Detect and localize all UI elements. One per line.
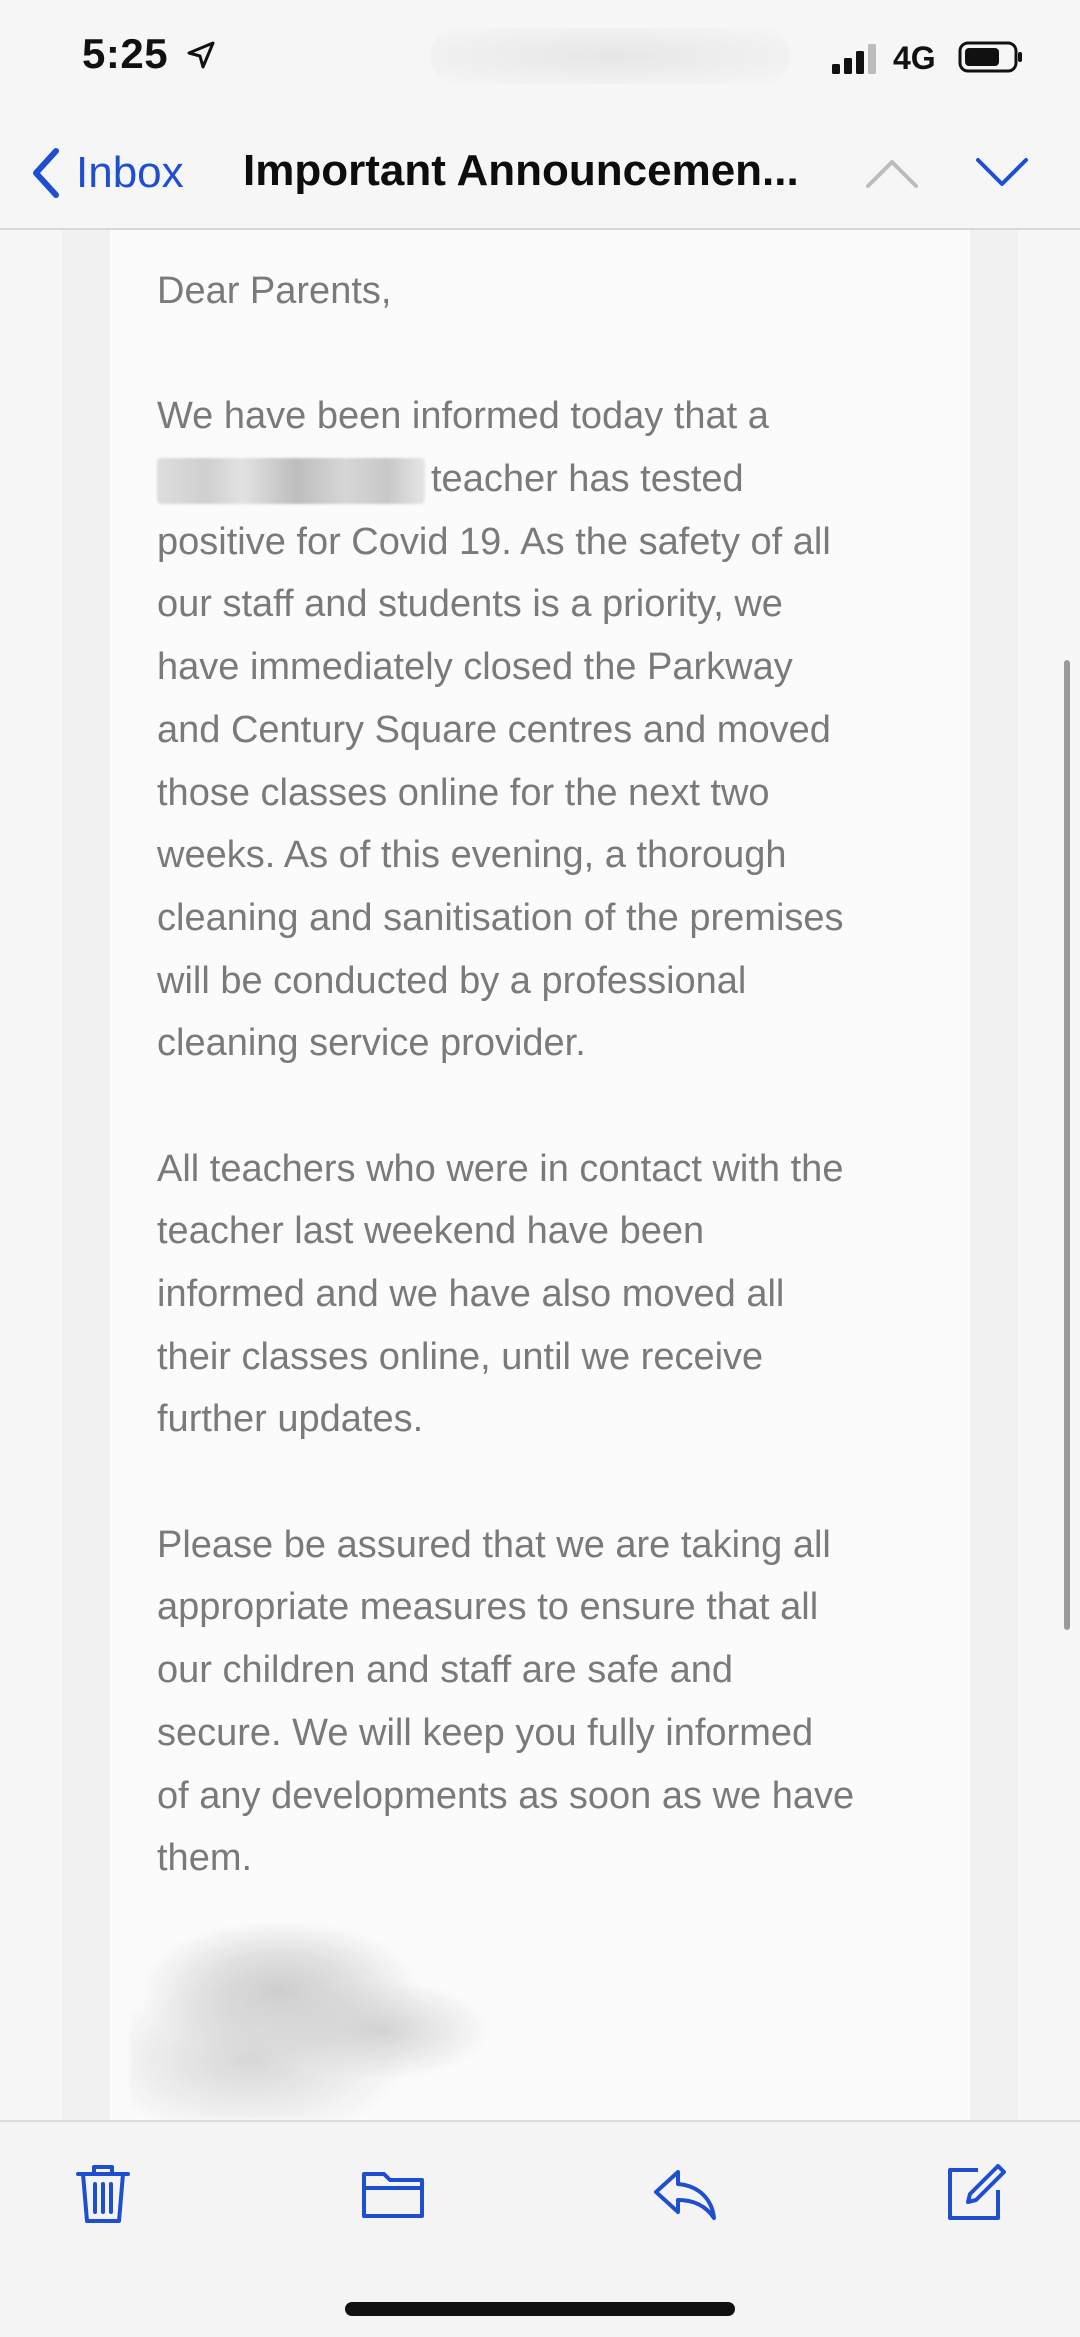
letter-line: appropriate measures to ensure that all — [157, 1586, 819, 1629]
letter-greeting: Dear Parents, — [157, 270, 392, 312]
compose-icon[interactable] — [940, 2158, 1010, 2228]
chevron-up-icon[interactable] — [862, 148, 922, 198]
bottom-toolbar — [0, 2120, 1080, 2337]
chevron-down-icon[interactable] — [972, 148, 1032, 198]
folder-icon[interactable] — [358, 2158, 428, 2228]
scrollbar[interactable] — [1064, 660, 1070, 1630]
letter-line: our children and staff are safe and — [157, 1649, 734, 1692]
redacted-text — [157, 458, 425, 504]
battery-icon — [958, 40, 1024, 74]
letter-line: have immediately closed the Parkway — [157, 646, 793, 689]
redacted-signature — [130, 1910, 500, 2120]
letter-line: teacher last weekend have been — [157, 1210, 705, 1253]
letter-text — [157, 260, 957, 1890]
letter-line: cleaning service provider. — [157, 1022, 586, 1065]
letter-line: those classes online for the next two — [157, 771, 770, 814]
trash-icon[interactable] — [68, 2158, 138, 2228]
nav-bar — [0, 118, 1080, 230]
letter-line: informed and we have also moved all — [157, 1273, 785, 1315]
letter-line-text: teacher has tested — [431, 458, 744, 501]
letter-line: our staff and students is a priority, we — [157, 583, 783, 626]
back-to-inbox-button[interactable] — [28, 140, 184, 206]
letter-line: their classes online, until we receive — [157, 1335, 764, 1378]
status-time: 5:25 — [82, 30, 169, 77]
message-subject: Important Announcemen... — [243, 146, 799, 195]
back-label: Inbox — [76, 148, 184, 197]
reply-icon[interactable] — [650, 2158, 720, 2228]
signal-icon — [830, 44, 880, 74]
letter-line: cleaning and sanitisation of the premises — [157, 896, 844, 939]
home-indicator[interactable] — [345, 2302, 735, 2316]
letter-line: will be conducted by a professional — [157, 959, 747, 1002]
message-body[interactable] — [0, 230, 1080, 2120]
letter-line: and Century Square centres and moved — [157, 708, 831, 751]
status-bar — [0, 0, 1080, 118]
letter-line: All teachers who were in contact with the — [157, 1147, 844, 1190]
letter-line: We have been informed today that a — [157, 395, 769, 438]
letter-line — [157, 448, 957, 511]
letter-line: secure. We will keep you fully informed — [157, 1711, 814, 1754]
letter-line: them. — [157, 1837, 253, 1880]
letter-line: of any developments as soon as we have — [157, 1774, 855, 1817]
network-type: 4G — [893, 40, 936, 76]
letter-line: further updates. — [157, 1398, 424, 1441]
chevron-left-icon — [28, 145, 64, 201]
location-arrow-icon — [186, 40, 216, 70]
redacted-carrier — [430, 28, 790, 84]
letter-line: Please be assured that we are taking all — [157, 1523, 831, 1566]
letter-line: weeks. As of this evening, a thorough — [157, 834, 787, 877]
letter-line: positive for Covid 19. As the safety of all — [157, 520, 831, 563]
